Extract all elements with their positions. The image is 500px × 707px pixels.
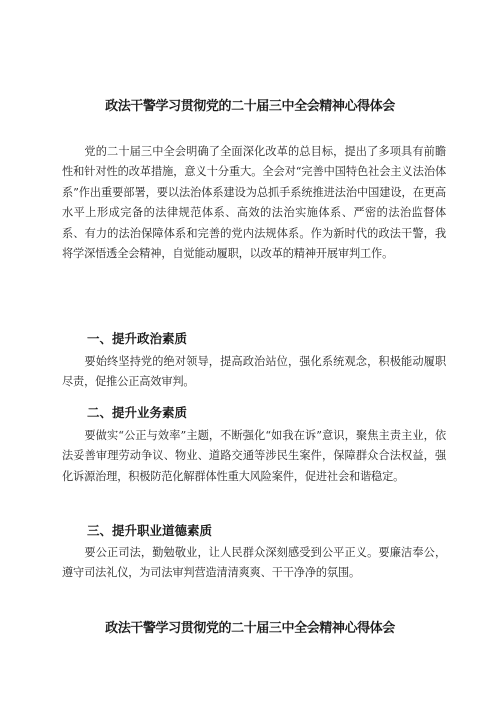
section-heading-professional: 二、提升业务素质: [87, 405, 188, 420]
section-heading-political: 一、提升政治素质: [87, 331, 188, 346]
intro-paragraph: 党的二十届三中全会明确了全面深化改革的总目标，提出了多项具有前瞻性和针对性的改革措施，意义十分重大。全会对“完善中国特色社会主义法治体系”作出重要部署，要以法治体系建设为总抓手系统推进法治中国建设，在更高水平上形成完备的法律规范体系、高效的法治实施体系、严密的法治监督体系、有力的法治保障体系和完善的党内法规体系。作为新时代的政法干警，我将学深悟透全会精神，自觉能动履职，以改革的精神开展审判工作。: [62, 145, 446, 261]
section-body-ethics: 要公正司法，勤勉敬业，让人民群众深刻感受到公平正义。要廉洁奉公，遵守司法礼仪，为司法审判营造清清爽爽、干干净净的氛围。: [62, 546, 446, 580]
section-body-political: 要始终坚持党的绝对领导，提高政治站位，强化系统观念，积极能动履职尽责，促推公正高效审判。: [62, 355, 446, 389]
document-title: 政法干警学习贯彻党的二十届三中全会精神心得体会: [105, 99, 395, 114]
next-document-title: 政法干警学习贯彻党的二十届三中全会精神心得体会: [105, 621, 395, 636]
section-heading-ethics: 三、提升职业道德素质: [87, 523, 213, 538]
section-body-professional: 要做实“公正与效率”主题，不断强化“如我在诉”意识，聚焦主责主业，依法妥善审理劳动争议、物业、道路交通等涉民生案件，保障群众合法权益，强化诉源治理，积极防范化解群体性重大风险案件，促进社会和谐稳定。: [62, 429, 446, 483]
